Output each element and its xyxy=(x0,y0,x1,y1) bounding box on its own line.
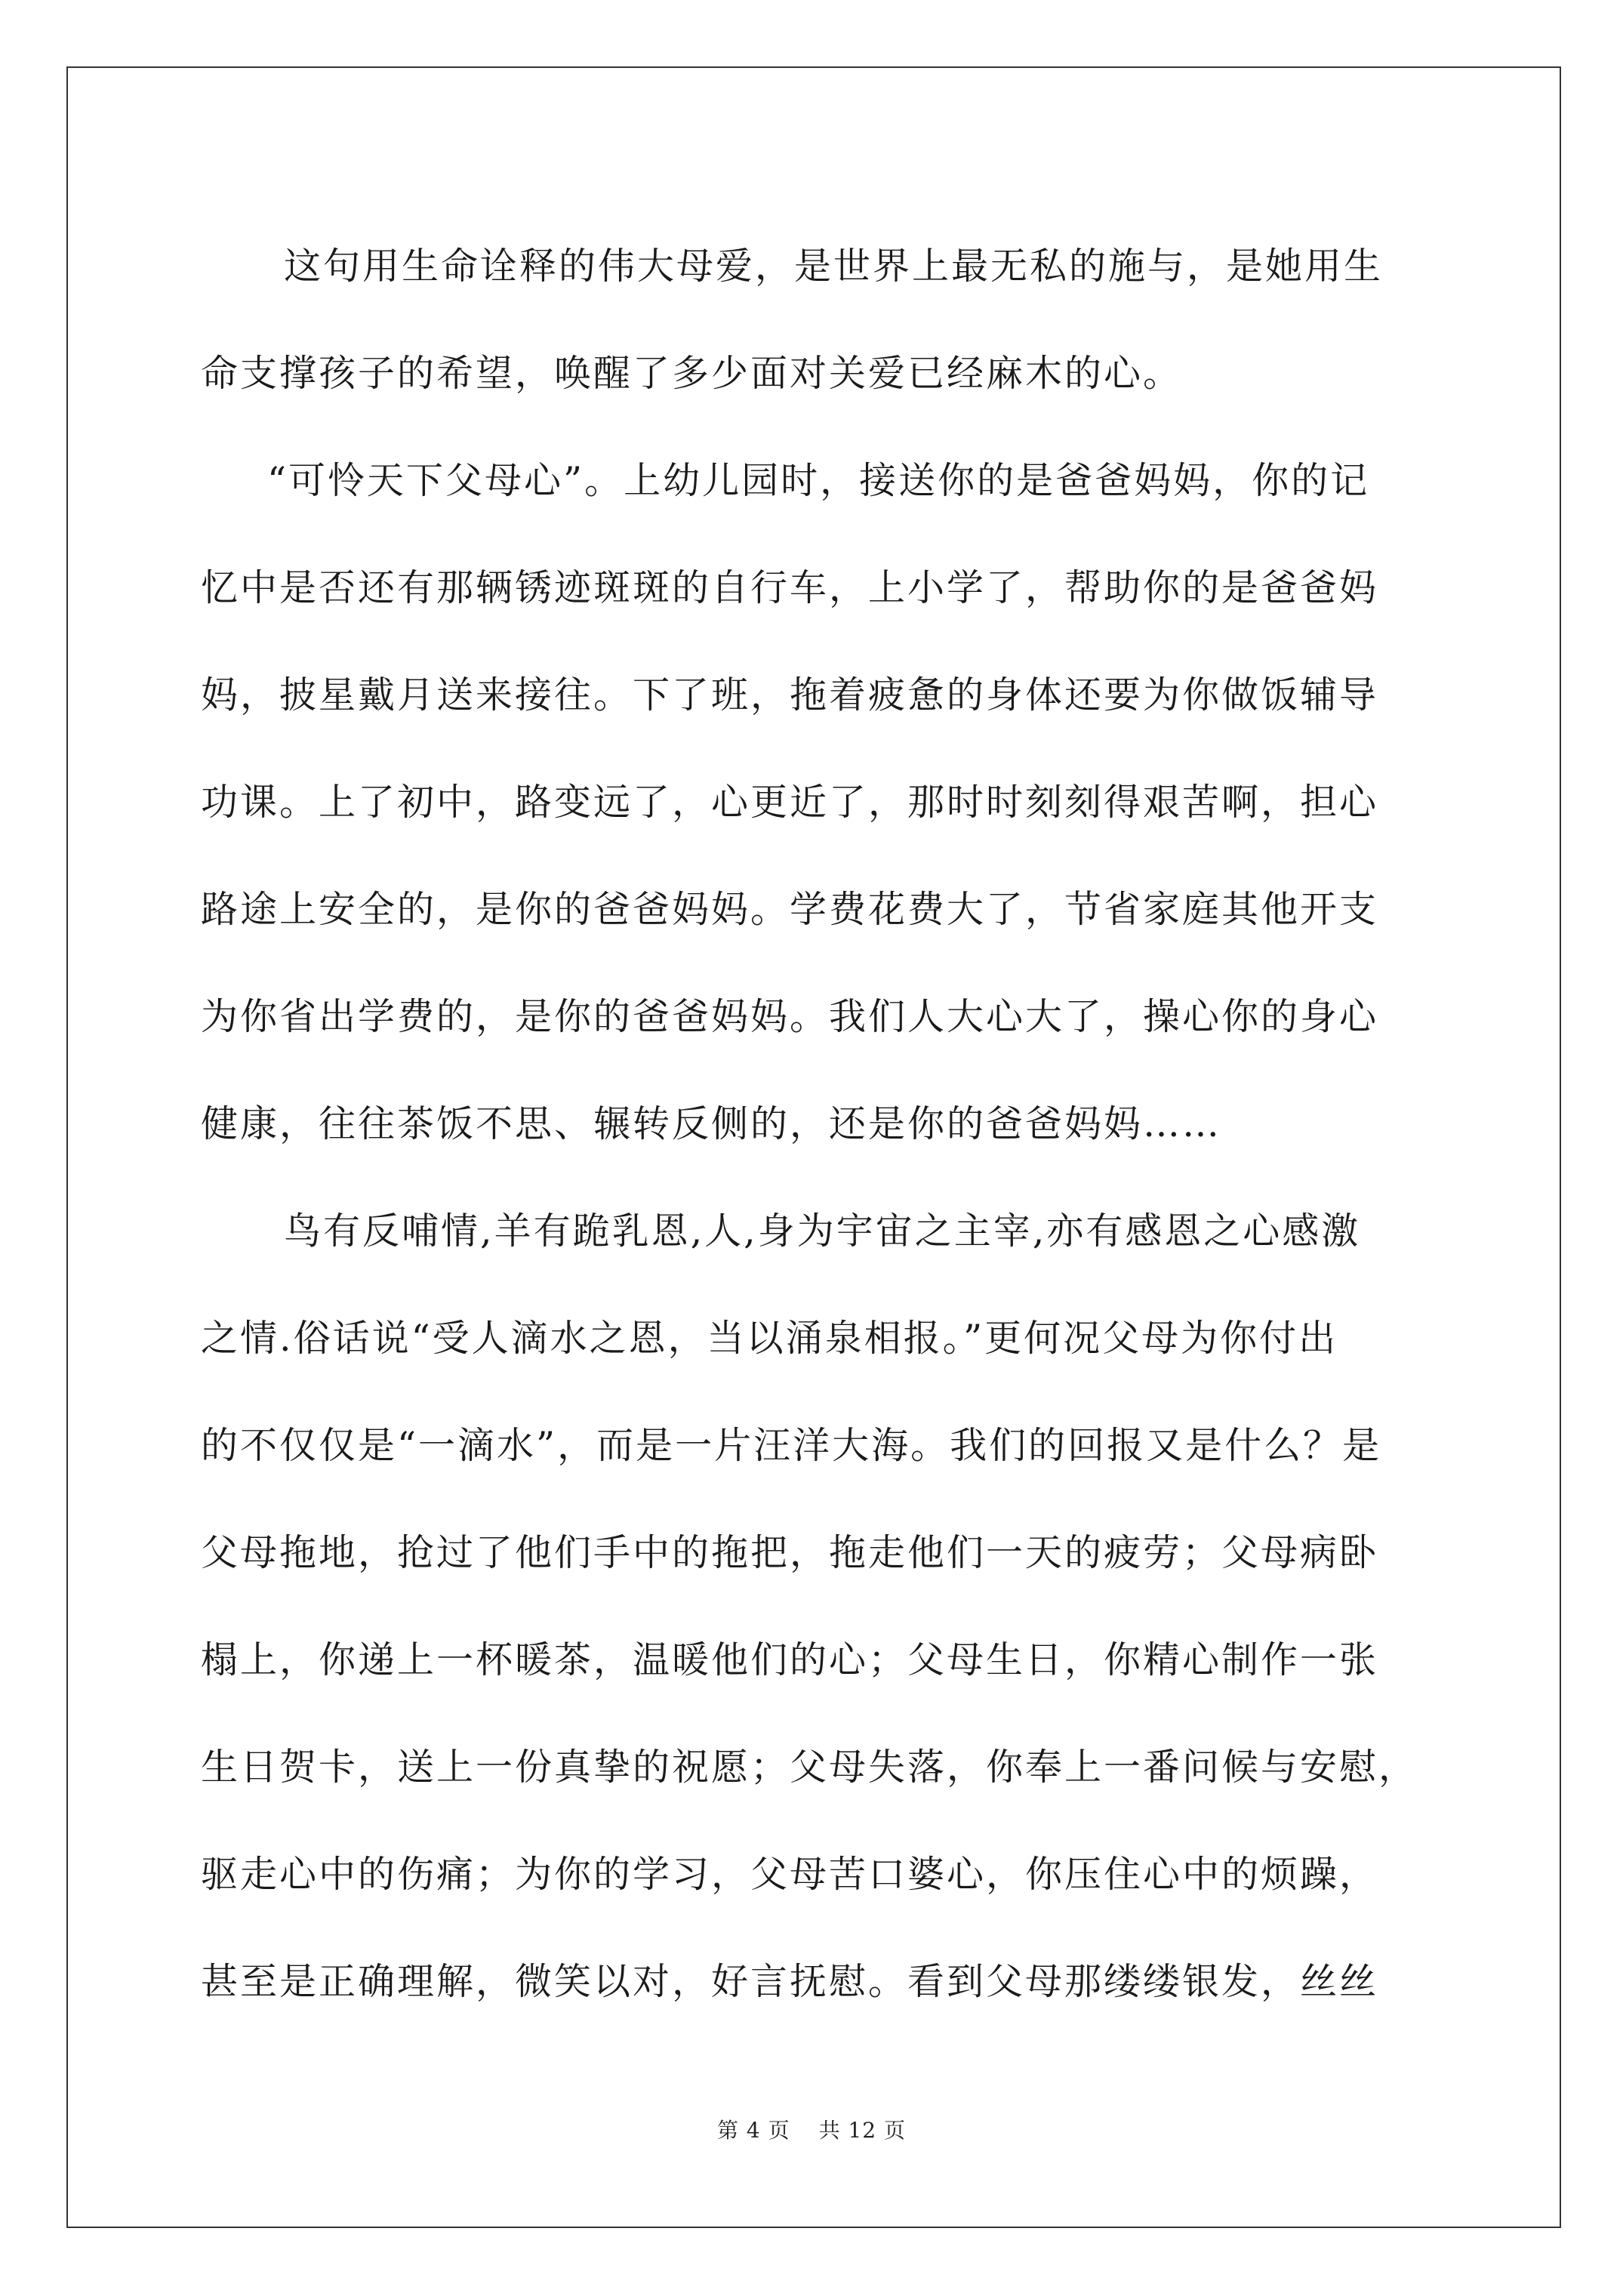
paragraph-2-line-5: 路途上安全的，是你的爸爸妈妈。学费花费大了，节省家庭其他开支 xyxy=(201,888,1379,931)
paragraph-1-line-2: 命支撑孩子的希望，唤醒了多少面对关爱已经麻木的心。 xyxy=(201,352,1183,395)
paragraph-3-line-6: 生日贺卡，送上一份真挚的祝愿；父母失落，你奉上一番问候与安慰， xyxy=(201,1746,1418,1789)
paragraph-2-line-7: 健康，往往茶饭不思、辗转反侧的，还是你的爸爸妈妈…… xyxy=(201,1102,1222,1145)
paragraph-1-line-1: 这句用生命诠释的伟大母爱，是世界上最无私的施与，是她用生 xyxy=(284,245,1384,288)
paragraph-3-line-2: 之情.俗话说“受人滴水之恩，当以涌泉相报。”更何况父母为你付出 xyxy=(201,1317,1338,1360)
page-footer xyxy=(0,2114,1623,2144)
paragraph-3-line-3: 的不仅仅是“一滴水”，而是一片汪洋大海。我们的回报又是什么？是 xyxy=(201,1424,1382,1467)
paragraph-2-line-6: 为你省出学费的，是你的爸爸妈妈。我们人大心大了，操心你的身心 xyxy=(201,995,1379,1038)
paragraph-2-line-1: “可怜天下父母心”。上幼儿园时，接送你的是爸爸妈妈，你的记 xyxy=(267,459,1370,502)
paragraph-3-line-5: 榻上，你递上一杯暖茶，温暖他们的心；父母生日，你精心制作一张 xyxy=(201,1638,1379,1681)
paragraph-3-line-1: 鸟有反哺情,羊有跪乳恩,人,身为宇宙之主宰,亦有感恩之心感激 xyxy=(284,1210,1361,1253)
paragraph-3-line-4: 父母拖地，抢过了他们手中的拖把，拖走他们一天的疲劳；父母病卧 xyxy=(201,1531,1379,1574)
page-total: 共 12 页 xyxy=(818,2118,907,2143)
paragraph-2-line-4: 功课。上了初中，路变远了，心更近了，那时时刻刻得艰苦啊，担心 xyxy=(201,781,1379,824)
page-number: 第 4 页 xyxy=(716,2118,790,2143)
paragraph-2-line-3: 妈，披星戴月送来接往。下了班，拖着疲惫的身体还要为你做饭辅导 xyxy=(201,673,1379,717)
paragraph-3-line-8: 甚至是正确理解，微笑以对，好言抚慰。看到父母那缕缕银发，丝丝 xyxy=(201,1960,1379,2003)
paragraph-2-line-2: 忆中是否还有那辆锈迹斑斑的自行车，上小学了，帮助你的是爸爸妈 xyxy=(201,566,1379,609)
paragraph-3-line-7: 驱走心中的伤痛；为你的学习，父母苦口婆心，你压住心中的烦躁， xyxy=(201,1853,1379,1896)
document-body xyxy=(201,213,1439,2036)
